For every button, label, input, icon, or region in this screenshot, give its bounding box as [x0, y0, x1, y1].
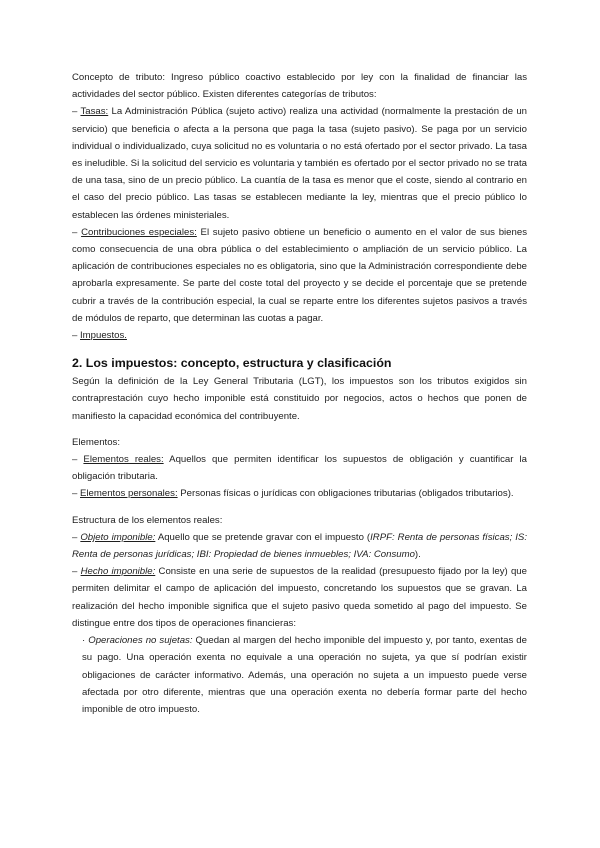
objeto-imponible-end: ).: [414, 549, 421, 561]
section-intro: Según la definición de la Ley General Tributaria (LGT), los impuestos son los tributos exigidos sin contraprestación cuyo hecho imponible está constituido por negocios, actos o hechos que ponen de manifiesto la capacidad económica del contribuyente.: [72, 376, 527, 422]
operaciones-no-sujetas-label: Operaciones no sujetas:: [88, 635, 193, 647]
objeto-imponible-paragraph: [72, 529, 527, 563]
elementos-reales-label: Elementos reales:: [83, 454, 164, 466]
dash: –: [72, 531, 81, 543]
document-body: [72, 69, 527, 718]
estructura-title: Estructura de los elementos reales:: [72, 514, 223, 526]
impuestos-label: Impuestos.: [80, 330, 127, 342]
hecho-imponible-text: Consiste en una serie de supuestos de la realidad (presupuesto fijado por la ley) que permiten delimitar el campo de aplicación del impuesto, concretando los supuestos que se gravan. La realización del hecho imponible significa que el sujeto pasivo queda sometido al pago del impuesto. Se distingue entre dos tipos de operaciones financieras:: [72, 566, 527, 629]
dash: –: [72, 454, 84, 466]
dash: –: [72, 226, 82, 238]
tasas-text: La Administración Pública (sujeto activo) realiza una actividad (normalmente la prestación de un servicio) que beneficia o afecta a la persona que paga la tasa (sujeto pasivo). Se paga por un servicio individual o individualizado, cuya solicitud no es voluntaria o no está ofertado por el sector privado. La tasa es ineludible. Si la solicitud del servicio es voluntaria y también es ofertado por el sector privado no se trata de una tasa, sino de un precio público. La cuantía de la tasa es menor que el coste, siendo al contrario en el caso del precio público. Las tasas se establecen mediante la ley, mientras que el precio público lo establecen las órdenes ministeriales.: [72, 106, 528, 221]
operaciones-no-sujetas-text: Quedan al margen del hecho imponible del impuesto y, por tanto, exentas de su pago. Una operación exenta no equivale a una operación no sujeta, ya que sí podrían existir obligaciones de carácter informativo. Además, una operación no sujeta a un impuesto puede verse afectada por otro diferente, mientras que una operación exenta no debería formar parte del hecho imponible de otro impuesto.: [82, 635, 527, 715]
concept-paragraph: [72, 69, 527, 103]
tasas-label: Tasas:: [80, 106, 109, 118]
dash: –: [72, 330, 81, 342]
elementos-personales-label: Elementos personales:: [80, 488, 178, 500]
dash: –: [72, 106, 81, 118]
hecho-imponible-label: Hecho imponible:: [80, 566, 156, 578]
tasas-paragraph: [72, 103, 527, 223]
section-heading: 2. Los impuestos: concepto, estructura y clasificación: [72, 356, 392, 371]
elementos-title: Elementos:: [72, 436, 120, 448]
elementos-personales-text: Personas físicas o jurídicas con obligaciones tributarias (obligados tributarios).: [177, 488, 514, 500]
operaciones-no-sujetas-paragraph: [72, 632, 527, 718]
objeto-imponible-label: Objeto imponible:: [80, 531, 156, 543]
elementos-personales-paragraph: [72, 485, 527, 502]
contribuciones-paragraph: [72, 224, 527, 327]
contribuciones-text: El sujeto pasivo obtiene un beneficio o aumento en el valor de sus bienes como consecuencia de una obra pública o del establecimiento o ampliación de un servicio público. La aplicación de contribuciones especiales no es obligatoria, sino que la Administración correspondiente debe aprobarla expresamente. Se parte del coste total del proyecto y se decide el porcentaje que se pretende cubrir a través de la contribución especial, la cual se reparte entre los diferentes sujetos pasivos a través de módulos de reparto, que determinan las cuotas a pagar.: [72, 226, 527, 324]
dash: –: [72, 488, 81, 500]
bullet: ·: [82, 635, 89, 647]
hecho-imponible-paragraph: [72, 563, 527, 632]
dash: –: [72, 566, 81, 578]
contribuciones-label: Contribuciones especiales:: [81, 226, 197, 238]
impuestos-item: [72, 327, 527, 344]
objeto-imponible-text: Aquello que se pretende gravar con el impuesto (: [155, 531, 371, 543]
elementos-reales-paragraph: [72, 451, 527, 485]
concept-label: Concepto de tributo:: [72, 72, 166, 83]
concept-text: Ingreso público coactivo establecido por ley con la finalidad de financiar las actividades del sector público. Existen diferentes categorías de tributos:: [72, 72, 527, 101]
elementos-reales-text: Aquellos que permiten identificar los supuestos de obligación y cuantificar la obligación tributaria.: [72, 454, 527, 483]
objeto-imponible-examples: IRPF: Renta de personas físicas; IS: Renta de personas jurídicas; IBI: Propiedad de bienes inmuebles; IVA: Consumo: [72, 531, 527, 561]
